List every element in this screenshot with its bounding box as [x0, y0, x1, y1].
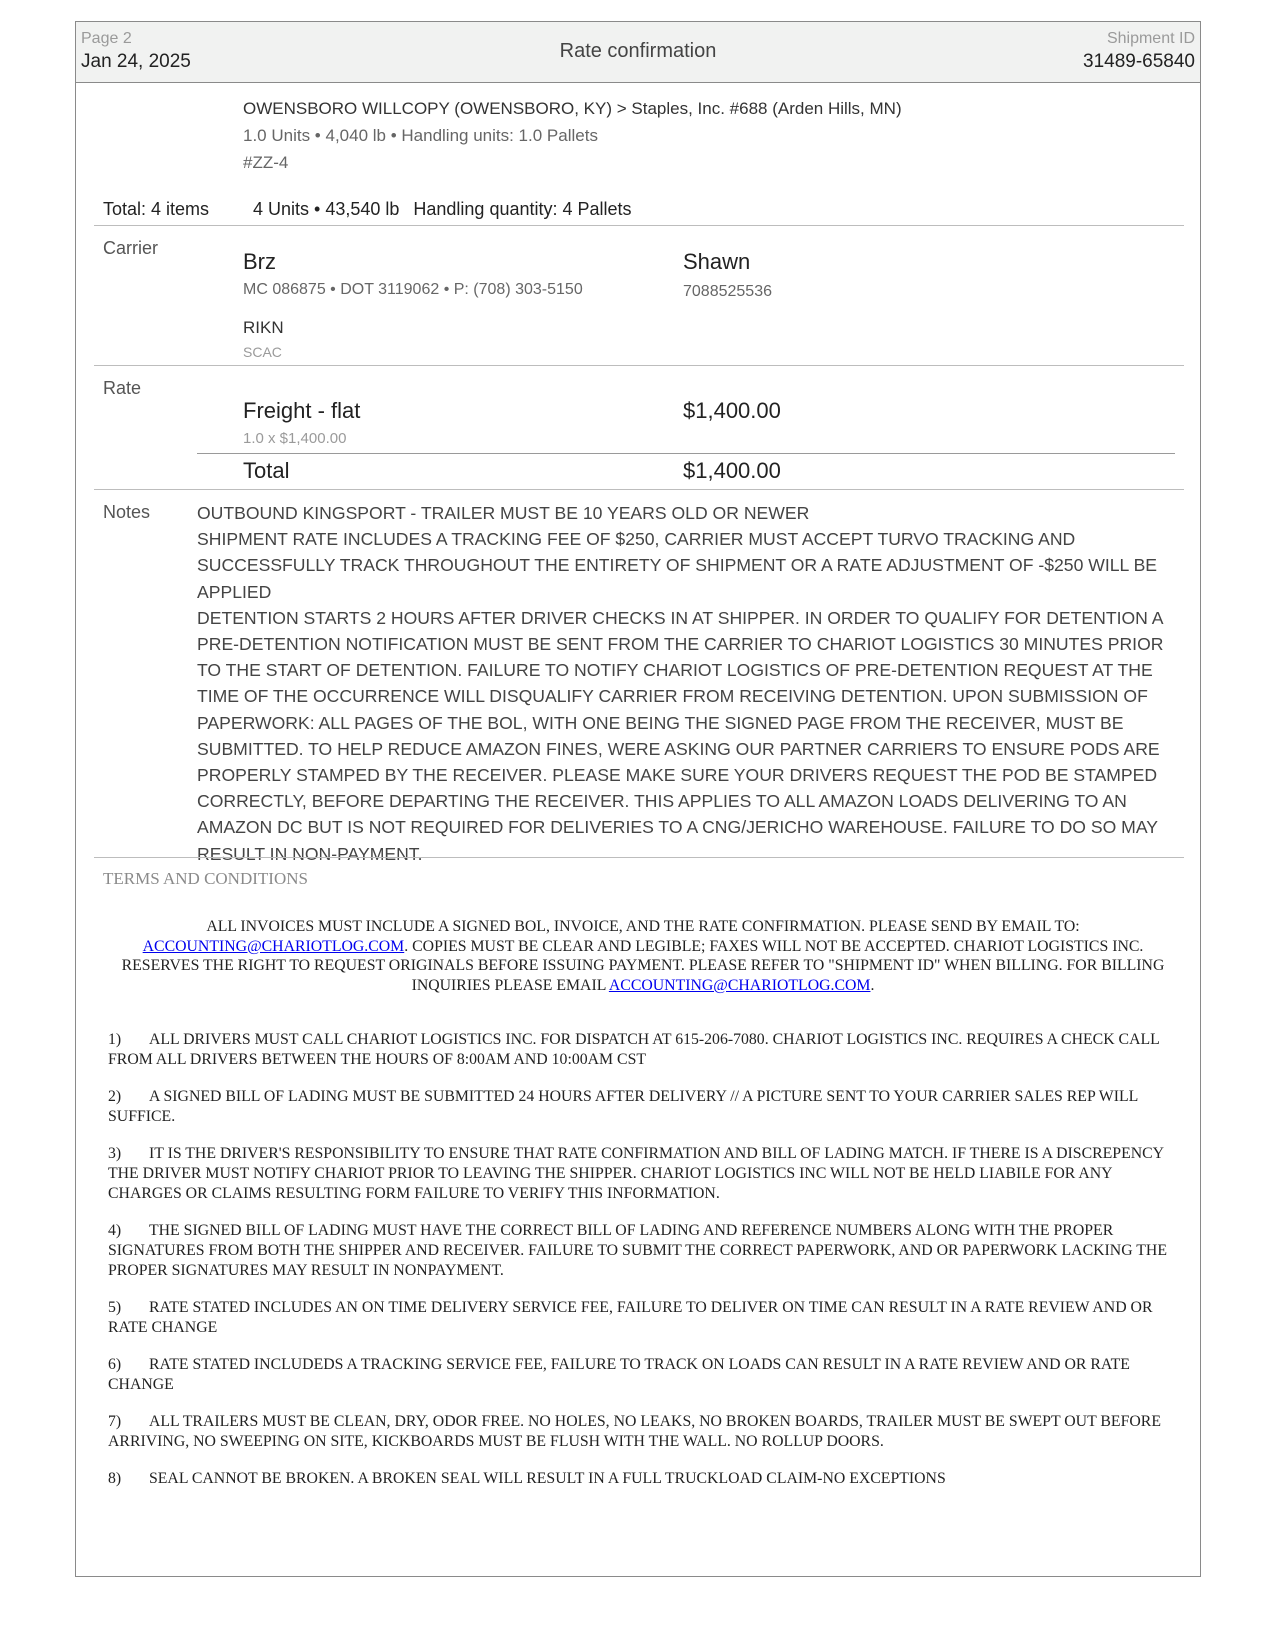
rate-line-detail: 1.0 x $1,400.00	[243, 430, 347, 447]
section-divider	[94, 857, 1184, 858]
document-date: Jan 24, 2025	[81, 51, 191, 72]
stop-block	[243, 95, 902, 176]
term-number: 7)	[108, 1413, 122, 1430]
accounting-email-link[interactable]: ACCOUNTING@CHARIOTLOG.COM	[608, 976, 871, 994]
carrier-section-label: Carrier	[103, 238, 159, 258]
notes-text	[197, 500, 1182, 867]
term-text: IT IS THE DRIVER'S RESPONSIBILITY TO ENSURE THAT RATE CONFIRMATION AND BILL OF LADING MATCH. IF THERE IS A DISCREPENCY THE DRIVER MUST NOTIFY CHARIOT PRIOR TO LEAVING THE SHIPPER. CHARIOT LOGISTICS INC WILL NOT BE HELD LIABILE FOR ANY CHARGES OR CLAIMS RESULTING FORM FAILURE TO VERIFY THIS INFORMATION.	[108, 1145, 1164, 1202]
section-divider	[94, 365, 1184, 366]
term-item	[108, 1469, 1176, 1489]
section-divider	[94, 489, 1184, 490]
document-frame	[75, 21, 1201, 1577]
stop-details: 1.0 Units • 4,040 lb • Handling units: 1.0 Pallets	[243, 126, 598, 145]
term-text: ALL TRAILERS MUST BE CLEAN, DRY, ODOR FREE. NO HOLES, NO LEAKS, NO BROKEN BOARDS, TRAILER MUST BE SWEPT OUT BEFORE ARRIVING, NO SWEEPING ON SITE, KICKBOARDS MUST BE FLUSH WITH THE WALL. NO ROLLUP DOORS.	[108, 1413, 1161, 1450]
term-text: RATE STATED INCLUDES AN ON TIME DELIVERY SERVICE FEE, FAILURE TO DELIVER ON TIME CAN RESULT IN A RATE REVIEW AND OR RATE CHANGE	[108, 1299, 1153, 1336]
term-item	[108, 1298, 1176, 1338]
scac-label: SCAC	[243, 344, 282, 360]
term-item	[108, 1030, 1176, 1070]
page-number: Page 2	[81, 30, 132, 47]
shipment-id: 31489-65840	[1083, 51, 1195, 72]
notes-line: OUTBOUND KINGSPORT - TRAILER MUST BE 10 YEARS OLD OR NEWER	[197, 503, 810, 523]
notes-line: DETENTION STARTS 2 HOURS AFTER DRIVER CHECKS IN AT SHIPPER. IN ORDER TO QUALIFY FOR DETENTION A PRE-DETENTION NOTIFICATION MUST BE SENT FROM THE CARRIER TO CHARIOT LOGISTICS 30 MINUTES PRIOR TO THE START OF DETENTION. FAILURE TO NOTIFY CHARIOT LOGISTICS OF PRE-DETENTION REQUEST AT THE TIME OF THE OCCURRENCE WILL DISQUALIFY CARRIER FROM RECEIVING DETENTION. UPON SUBMISSION OF PAPERWORK: ALL PAGES OF THE BOL, WITH ONE BEING THE SIGNED PAGE FROM THE RECEIVER, MUST BE SUBMITTED. TO HELP REDUCE AMAZON FINES, WERE ASKING OUR PARTNER CARRIERS TO ENSURE PODS ARE PROPERLY STAMPED BY THE RECEIVER. PLEASE MAKE SURE YOUR DRIVERS REQUEST THE POD BE STAMPED CORRECTLY, BEFORE DEPARTING THE RECEIVER. THIS APPLIES TO ALL AMAZON LOADS DELIVERING TO AN AMAZON DC BUT IS NOT REQUIRED FOR DELIVERIES TO A CNG/JERICHO WAREHOUSE. FAILURE TO DO SO MAY RESULT IN NON-PAYMENT.	[197, 607, 1164, 864]
rate-section-label: Rate	[103, 378, 142, 398]
rate-line-amount: $1,400.00	[683, 398, 781, 423]
notes-section-label: Notes	[103, 502, 151, 522]
totals-handling: Handling quantity: 4 Pallets	[413, 199, 632, 219]
terms-intro-text: . COPIES MUST BE CLEAR AND LEGIBLE; FAXES WILL NOT BE ACCEPTED. CHARIOT LOGISTICS INC. RESERVES THE RIGHT TO REQUEST ORIGINALS BEFORE ISSUING PAYMENT. PLEASE REFER TO "SHIPMENT ID" WHEN BILLING. FOR BILLING INQUIRIES PLEASE EMAIL	[121, 937, 1165, 994]
carrier-identifiers: MC 086875 • DOT 3119062 • P: (708) 303-5150	[243, 281, 583, 298]
accounting-email-link[interactable]: ACCOUNTING@CHARIOTLOG.COM	[142, 937, 405, 955]
term-item	[108, 1087, 1176, 1127]
totals-label: Total: 4 items	[103, 199, 210, 219]
header-right	[1083, 29, 1195, 75]
terms-title: TERMS AND CONDITIONS	[103, 869, 308, 888]
term-text: SEAL CANNOT BE BROKEN. A BROKEN SEAL WILL RESULT IN A FULL TRUCKLOAD CLAIM-NO EXCEPTIONS	[149, 1470, 946, 1487]
section-divider	[94, 225, 1184, 226]
term-number: 6)	[108, 1356, 122, 1373]
stop-reference: #ZZ-4	[243, 153, 289, 172]
term-text: A SIGNED BILL OF LADING MUST BE SUBMITTED 24 HOURS AFTER DELIVERY // A PICTURE SENT TO YOUR CARRIER SALES REP WILL SUFFICE.	[108, 1088, 1138, 1125]
page-title: Rate confirmation	[559, 40, 717, 62]
term-number: 8)	[108, 1470, 122, 1487]
carrier-name: Brz	[243, 249, 276, 274]
term-item	[108, 1221, 1176, 1281]
term-text: THE SIGNED BILL OF LADING MUST HAVE THE CORRECT BILL OF LADING AND REFERENCE NUMBERS ALONG WITH THE PROPER SIGNATURES FROM BOTH THE SHIPPER AND RECEIVER. FAILURE TO SUBMIT THE CORRECT PAPERWORK, AND OR PAPERWORK LACKING THE PROPER SIGNATURES MAY RESULT IN NONPAYMENT.	[108, 1222, 1167, 1279]
term-item	[108, 1355, 1176, 1395]
scac-value: RIKN	[243, 318, 284, 337]
term-number: 3)	[108, 1145, 122, 1162]
term-text: RATE STATED INCLUDEDS A TRACKING SERVICE FEE, FAILURE TO TRACK ON LOADS CAN RESULT IN A RATE REVIEW AND OR RATE CHANGE	[108, 1356, 1130, 1393]
shipment-id-label: Shipment ID	[1106, 30, 1195, 47]
term-number: 5)	[108, 1299, 122, 1316]
term-item	[108, 1144, 1176, 1204]
carrier-contact-name: Shawn	[683, 249, 751, 274]
term-number: 1)	[108, 1031, 122, 1048]
terms-intro-text: .	[870, 976, 875, 994]
rate-total-label: Total	[243, 458, 290, 483]
rate-line-item: Freight - flat	[243, 398, 361, 423]
notes-line: SHIPMENT RATE INCLUDES A TRACKING FEE OF $250, CARRIER MUST ACCEPT TURVO TRACKING AND SUCCESSFULLY TRACK THROUGHOUT THE ENTIRETY OF SHIPMENT OR A RATE ADJUSTMENT OF -$250 WILL BE APPLIED	[197, 529, 1158, 602]
terms-intro	[103, 917, 1183, 995]
term-number: 4)	[108, 1222, 122, 1239]
term-number: 2)	[108, 1088, 122, 1105]
terms-intro-text: ALL INVOICES MUST INCLUDE A SIGNED BOL, INVOICE, AND THE RATE CONFIRMATION. PLEASE SEND BY EMAIL TO:	[206, 918, 1080, 935]
term-text: ALL DRIVERS MUST CALL CHARIOT LOGISTICS INC. FOR DISPATCH AT 615-206-7080. CHARIOT LOGISTICS INC. REQUIRES A CHECK CALL FROM ALL DRIVERS BETWEEN THE HOURS OF 8:00AM AND 10:00AM CST	[108, 1031, 1160, 1068]
rate-total-amount: $1,400.00	[683, 458, 781, 483]
terms-list	[108, 1030, 1176, 1506]
totals-units-weight: 4 Units • 43,540 lb	[253, 199, 400, 219]
term-item	[108, 1412, 1176, 1452]
shipment-totals	[103, 199, 646, 220]
rate-subtotal-divider	[197, 453, 1175, 454]
page-header	[76, 22, 1200, 83]
stop-route: OWENSBORO WILLCOPY (OWENSBORO, KY) > Staples, Inc. #688 (Arden Hills, MN)	[243, 99, 902, 118]
carrier-contact-phone: 7088525536	[683, 283, 772, 300]
